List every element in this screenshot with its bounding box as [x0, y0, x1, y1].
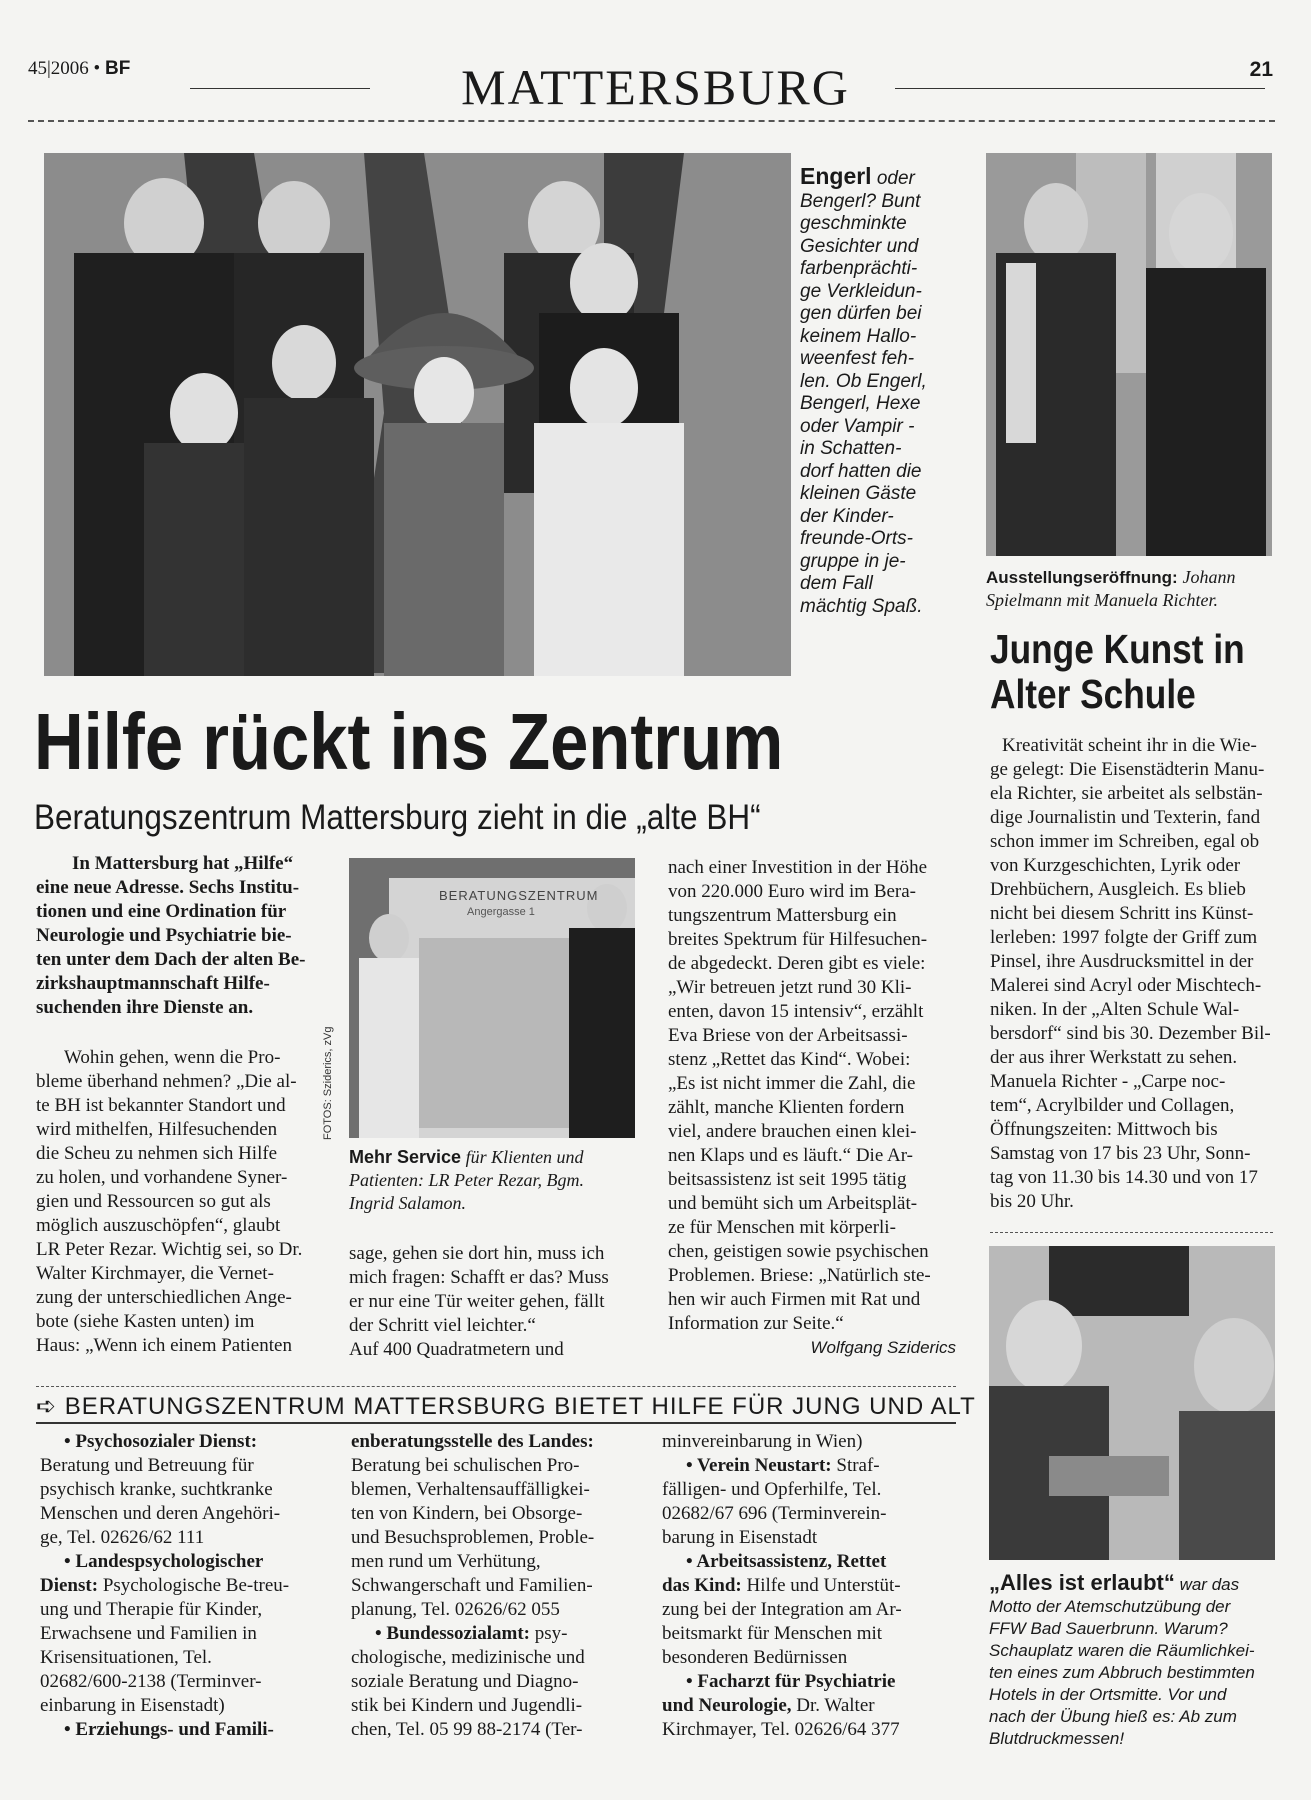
- info-box-text: stik bei Kindern und Jugendli-: [351, 1695, 583, 1716]
- info-box-text: blemen, Verhaltensauffälligkei-: [351, 1479, 590, 1500]
- text-line: FFW Bad Sauerbrunn. Warum?: [989, 1619, 1228, 1638]
- main-headline: Hilfe rückt ins Zentrum: [34, 697, 784, 786]
- text-line: tag von 11.30 bis 14.30 und von 17: [990, 1167, 1258, 1188]
- info-box-line: [351, 1598, 637, 1622]
- text-line: nicht bei diesem Schritt ins Künst-: [990, 903, 1254, 924]
- text-line: „Wir betreuen jetzt rund 30 Kli-: [668, 977, 912, 998]
- text-line: nach einer Investition in der Höhe: [668, 857, 928, 878]
- info-box-text: einbarung in Eisenstadt): [40, 1695, 225, 1716]
- info-box-text: fälligen- und Opferhilfe, Tel.: [662, 1479, 882, 1500]
- text-line: weenfest feh-: [800, 348, 915, 369]
- text-line: sage, gehen sie dort hin, muss ich: [349, 1243, 605, 1264]
- text-line: Neurologie und Psychiatrie bie-: [36, 925, 292, 946]
- info-box-bold: • Erziehungs- und Famili-: [64, 1719, 274, 1740]
- info-box-line: [351, 1502, 637, 1526]
- text-line: ten unter dem Dach der alten Be-: [36, 949, 306, 970]
- text-line: dige Journalistin und Texterin, fand: [990, 807, 1261, 828]
- caption-text: Spielmann mit Manuela Richter.: [986, 590, 1218, 610]
- info-box-text: 02682/67 696 (Terminverein-: [662, 1503, 887, 1524]
- text-line: schon immer im Schreiben, egal ob: [990, 831, 1260, 852]
- header-rule-right: [895, 88, 1265, 89]
- info-box-line: [40, 1478, 322, 1502]
- text-line: Walter Kirchmayer, die Vernet-: [36, 1263, 274, 1284]
- info-box-text: Erwachsene und Familien in: [40, 1623, 257, 1644]
- info-box-column-1: [40, 1430, 322, 1742]
- info-box-title: [36, 1392, 976, 1421]
- info-box-text: besonderen Bedürnissen: [662, 1647, 848, 1668]
- text-line: geschminkte: [800, 213, 907, 234]
- main-column-3: [668, 856, 956, 1360]
- main-column-1: [36, 852, 321, 1358]
- text-line: ten eines zum Abbruch bestimmten: [989, 1663, 1255, 1682]
- text-line: bleme überhand nehmen? „Die al-: [36, 1071, 297, 1092]
- text-line: nach der Übung hieß es: Ab zum: [989, 1707, 1237, 1726]
- info-box-line: [40, 1646, 322, 1670]
- info-box-text: soziale Beratung und Diagno-: [351, 1671, 579, 1692]
- caption-text: war das: [1179, 1575, 1240, 1594]
- text-line: keinem Hallo-: [800, 325, 917, 347]
- text-line: wird mithelfen, Hilfesuchenden: [36, 1119, 278, 1140]
- info-box-bold: • Verein Neustart:: [686, 1455, 832, 1476]
- info-box-text: Schwangerschaft und Familien-: [351, 1575, 593, 1596]
- info-box-line: [40, 1574, 322, 1598]
- header-dashed-divider: [28, 120, 1275, 122]
- info-box-line: [351, 1718, 637, 1742]
- info-box-line: [351, 1526, 637, 1550]
- caption-text: Johann: [1182, 567, 1236, 587]
- text-line: Motto der Atemschutzübung der: [989, 1597, 1231, 1616]
- text-line: Bengerl? Bunt: [800, 190, 921, 212]
- text-line: tungszentrum Mattersburg ein: [668, 905, 897, 926]
- info-box-text: Krisensituationen, Tel.: [40, 1647, 212, 1668]
- lead-paragraph: [36, 852, 321, 1020]
- info-box-line: [40, 1502, 322, 1526]
- fire-drill-photo-art: [989, 1246, 1275, 1560]
- info-box-bold: das Kind:: [662, 1575, 742, 1596]
- side-dashed-divider: [990, 1232, 1273, 1233]
- text-line: Malerei sind Acryl oder Mischtech-: [990, 975, 1262, 996]
- text-line: zu holen, und vorhandene Syner-: [36, 1167, 288, 1188]
- text-line: farbenprächti-: [800, 258, 918, 279]
- box-top-divider: [36, 1386, 956, 1387]
- sign-text: BERATUNGSZENTRUM: [439, 888, 599, 903]
- text-line: zählt, manche Klienten fordern: [668, 1097, 905, 1118]
- side-headline: [990, 627, 1245, 717]
- info-box-line: [40, 1694, 322, 1718]
- text-line: von 220.000 Euro wird im Bera-: [668, 881, 917, 902]
- info-box-text: ten von Kindern, bei Obsorge-: [351, 1503, 583, 1524]
- caption-text: Ingrid Salamon.: [349, 1193, 466, 1213]
- text-line: zung der unterschiedlichen Ange-: [36, 1287, 292, 1308]
- sign-address: Angergasse 1: [467, 906, 535, 918]
- info-box-line: [351, 1454, 637, 1478]
- info-box-line: [351, 1694, 637, 1718]
- info-box-text: barung in Eisenstadt: [662, 1527, 818, 1548]
- info-box-title-text: BERATUNGSZENTRUM MATTERSBURG BIETET HILFE FÜR JUNG UND ALT: [64, 1393, 976, 1420]
- info-box-bold: Dienst:: [40, 1575, 99, 1596]
- text-line: te BH ist bekannter Standort und: [36, 1095, 286, 1116]
- info-box-line: [40, 1718, 322, 1742]
- side-headline-line: Junge Kunst in: [990, 626, 1245, 672]
- text-line: ela Richter, sie arbeitet als selbstän-: [990, 783, 1263, 804]
- info-box-text: psychisch kranke, suchtkranke: [40, 1479, 273, 1500]
- text-line: der Kinder-: [800, 505, 894, 527]
- text-line: suchenden ihre Dienste an.: [36, 997, 254, 1018]
- text-line: Manuela Richter - „Carpe noc-: [990, 1071, 1226, 1092]
- info-box-text: psy-: [529, 1623, 568, 1644]
- text-line: chen, geistigen sowie psychischen: [668, 1241, 929, 1262]
- info-box-bold: • Facharzt für Psychiatrie: [686, 1671, 896, 1692]
- text-line: nen Klaps und es läuft.“ Die Ar-: [668, 1145, 913, 1166]
- side-paragraph-2: [990, 1070, 1273, 1214]
- text-line: tionen und eine Ordination für: [36, 901, 287, 922]
- info-box-line: [662, 1670, 954, 1694]
- text-line: gen dürfen bei: [800, 303, 922, 324]
- author-byline: Wolfgang Sziderics: [810, 1338, 956, 1357]
- text-line: der aus ihrer Werkstatt zu sehen.: [990, 1047, 1238, 1068]
- box-title-rule: [36, 1422, 956, 1424]
- text-line: Eva Briese von der Arbeitsassi-: [668, 1025, 908, 1046]
- exhibition-photo-art: [986, 153, 1272, 556]
- info-box-bold: • Arbeitsassistenz, Rettet: [686, 1551, 887, 1572]
- side-article-body: [990, 734, 1273, 1214]
- info-box-line: [351, 1670, 637, 1694]
- info-box-line: [351, 1622, 637, 1646]
- info-box-line: [40, 1622, 322, 1646]
- text-line: mich fragen: Schafft er das? Muss: [349, 1267, 609, 1288]
- text-line: bis 20 Uhr.: [990, 1191, 1074, 1212]
- text-line: Blutdruckmessen!: [989, 1729, 1125, 1748]
- caption-bold: Ausstellungseröffnung:: [986, 568, 1178, 587]
- fire-drill-photo: [989, 1246, 1275, 1560]
- text-line: kleinen Gäste: [800, 483, 917, 504]
- info-box-line: [662, 1454, 954, 1478]
- info-box-line: [351, 1478, 637, 1502]
- page-number: 21: [1249, 58, 1273, 81]
- halloween-group-photo: [44, 153, 791, 676]
- info-box-line: [662, 1502, 954, 1526]
- info-box-line: [351, 1646, 637, 1670]
- info-box-line: [662, 1478, 954, 1502]
- text-line: ge Verkleidun-: [800, 280, 922, 302]
- caption-bold: „Alles ist erlaubt“: [989, 1570, 1175, 1595]
- info-box-line: [40, 1454, 322, 1478]
- info-box-text: Kirchmayer, Tel. 02626/64 377: [662, 1719, 900, 1740]
- info-box-text: Menschen und deren Angehöri-: [40, 1503, 281, 1524]
- info-box-text: Dr. Walter: [791, 1695, 875, 1716]
- text-line: tem“, Acrylbilder und Collagen,: [990, 1095, 1235, 1116]
- paper-name: BF: [104, 58, 131, 79]
- info-box-line: [662, 1550, 954, 1574]
- info-box-line: [40, 1526, 322, 1550]
- info-box-bold: enberatungsstelle des Landes:: [351, 1431, 594, 1452]
- text-line: die Scheu zu nehmen sich Hilfe: [36, 1143, 278, 1164]
- text-line: de abgedeckt. Deren gibt es viele:: [668, 953, 926, 974]
- text-line: Kreativität scheint ihr in die Wie-: [1002, 735, 1257, 756]
- info-box-column-3: [662, 1430, 954, 1742]
- info-box-line: [351, 1574, 637, 1598]
- text-line: oder Vampir -: [800, 415, 915, 437]
- text-line: freunde-Orts-: [800, 528, 913, 549]
- photo-credit: FOTOS: Sziderics, zVg: [322, 1026, 334, 1140]
- text-line: mächtig Spaß.: [800, 595, 923, 617]
- text-line: Samstag von 17 bis 23 Uhr, Sonn-: [990, 1143, 1251, 1164]
- text-line: hen wir auch Firmen mit Rat und: [668, 1289, 921, 1310]
- exhibition-opening-photo: [986, 153, 1272, 556]
- info-box-text: minvereinbarung in Wien): [662, 1431, 863, 1452]
- text-line: gruppe in je-: [800, 550, 906, 572]
- info-box-line: [662, 1718, 954, 1742]
- text-line: Gesichter und: [800, 235, 919, 257]
- body-paragraph: [349, 1242, 635, 1362]
- info-box-text: ung und Therapie für Kinder,: [40, 1599, 263, 1620]
- info-box-line: [662, 1598, 954, 1622]
- text-line: lerleben: 1997 folgte der Griff zum: [990, 927, 1258, 948]
- text-line: gien und Ressourcen so gut als: [36, 1191, 271, 1212]
- info-box-line: [40, 1598, 322, 1622]
- exhibition-photo-caption: [986, 566, 1286, 612]
- info-box-text: und Besuchsproblemen, Proble-: [351, 1527, 595, 1548]
- text-line: dem Fall: [800, 573, 873, 594]
- info-box-line: [662, 1622, 954, 1646]
- info-box-line: [40, 1430, 322, 1454]
- text-line: Drehbüchern, Ausgleich. Es blieb: [990, 879, 1246, 900]
- info-box-text: men rund um Verhütung,: [351, 1551, 541, 1572]
- info-box-bold: • Psychosozialer Dienst:: [64, 1431, 258, 1452]
- text-line: Pinsel, ihre Ausdrucksmittel in der: [990, 951, 1254, 972]
- info-box-bold: und Neurologie,: [662, 1695, 792, 1716]
- text-line: viel, andere brauchen einen klei-: [668, 1121, 917, 1142]
- beratungszentrum-photo-caption: [349, 1146, 649, 1215]
- caption-text: Patienten: LR Peter Rezar, Bgm.: [349, 1170, 584, 1190]
- text-line: ze für Menschen mit körperli-: [668, 1217, 896, 1238]
- issue-number: 45|2006 • BF: [28, 58, 131, 79]
- info-box-text: planung, Tel. 02626/62 055: [351, 1599, 560, 1620]
- text-line: bote (siehe Kasten unten) im: [36, 1311, 255, 1332]
- beratungszentrum-photo: [349, 858, 635, 1138]
- text-line: dorf hatten die: [800, 460, 922, 482]
- text-line: zirkshauptmannschaft Hilfe-: [36, 973, 270, 994]
- info-box-text: chen, Tel. 05 99 88-2174 (Ter-: [351, 1719, 583, 1740]
- info-box-line: [351, 1430, 637, 1454]
- text-line: bersdorf“ sind bis 30. Dezember Bil-: [990, 1023, 1271, 1044]
- info-box-line: [662, 1526, 954, 1550]
- body-paragraph: [36, 1046, 321, 1358]
- info-box-text: Hilfe und Unterstüt-: [741, 1575, 901, 1596]
- side-paragraph-1: [990, 734, 1273, 1070]
- text-line: Schauplatz waren die Räumlichkei-: [989, 1641, 1255, 1660]
- caption-bold-word: Engerl: [800, 163, 872, 189]
- text-line: breites Spektrum für Hilfesuchen-: [668, 929, 928, 950]
- text-line: Haus: „Wenn ich einem Patienten: [36, 1335, 292, 1356]
- text-line: der Schritt viel leichter.“: [349, 1315, 536, 1336]
- body-paragraph: [668, 856, 956, 1336]
- section-title: MATTERSBURG: [461, 59, 850, 115]
- text-line: len. Ob Engerl,: [800, 370, 927, 392]
- arrow-icon: ➪: [36, 1393, 58, 1420]
- text-line: Bengerl, Hexe: [800, 393, 921, 414]
- text-line: ge gelegt: Die Eisenstädterin Manu-: [990, 759, 1265, 780]
- text-line: Problemen. Briese: „Natürlich ste-: [668, 1265, 931, 1286]
- side-headline-line: Alter Schule: [990, 671, 1196, 717]
- info-box-text: Beratung bei schulischen Pro-: [351, 1455, 580, 1476]
- text-line: enten, davon 15 intensiv“, erzählt: [668, 1001, 924, 1022]
- info-box-line: [351, 1550, 637, 1574]
- info-box-line: [40, 1550, 322, 1574]
- main-subheadline: Beratungszentrum Mattersburg zieht in die „alte BH“: [34, 798, 761, 837]
- info-box-line: [662, 1694, 954, 1718]
- info-box-line: [662, 1646, 954, 1670]
- info-box-text: Beratung und Betreuung für: [40, 1455, 254, 1476]
- text-line: stenz „Rettet das Kind“. Wobei:: [668, 1049, 911, 1070]
- text-line: niken. In der „Alten Schule Wal-: [990, 999, 1240, 1020]
- info-box-line: [40, 1670, 322, 1694]
- text-line: in Schatten-: [800, 438, 902, 459]
- info-box-text: ge, Tel. 02626/62 111: [40, 1527, 205, 1548]
- info-box-bold: • Bundessozialamt:: [375, 1623, 530, 1644]
- info-box-line: [662, 1430, 954, 1454]
- caption-bold: Mehr Service: [349, 1147, 462, 1167]
- info-box-text: Straf-: [831, 1455, 880, 1476]
- info-box-bold: • Landespsychologischer: [64, 1551, 264, 1572]
- info-box-text: zung bei der Integration am Ar-: [662, 1599, 902, 1620]
- text-line: „Es ist nicht immer die Zahl, die: [668, 1073, 916, 1094]
- text-line: Öffnungszeiten: Mittwoch bis: [990, 1119, 1218, 1140]
- text-line: beitsassistenz ist seit 1995 tätig: [668, 1169, 907, 1190]
- text-line: Wohin gehen, wenn die Pro-: [64, 1047, 281, 1068]
- info-box-column-2: [351, 1430, 637, 1742]
- text-line: von Kurzgeschichten, Lyrik oder: [990, 855, 1241, 876]
- text-line: Information zur Seite.“: [668, 1313, 844, 1334]
- text-line: In Mattersburg hat „Hilfe“: [72, 853, 294, 874]
- info-box-text: beitsmarkt für Menschen mit: [662, 1623, 883, 1644]
- text-line: möglich auszuschöpfen“, glaubt: [36, 1215, 281, 1236]
- caption-line: oder: [876, 168, 915, 189]
- caption-text: für Klienten und: [465, 1147, 584, 1167]
- info-box-text: Psychologische Be-treu-: [98, 1575, 290, 1596]
- text-line: er nur eine Tür weiter gehen, fällt: [349, 1291, 605, 1312]
- main-column-2: [349, 1242, 635, 1362]
- text-line: eine neue Adresse. Sechs Institu-: [36, 877, 300, 898]
- fire-drill-caption: [989, 1572, 1279, 1750]
- text-line: und bemüht sich um Arbeitsplät-: [668, 1193, 918, 1214]
- halloween-photo-caption: [800, 165, 950, 618]
- halloween-photo-art: [44, 153, 791, 676]
- text-line: Hotels in der Ortsmitte. Vor und: [989, 1685, 1227, 1704]
- text-line: Auf 400 Quadratmetern und: [349, 1339, 564, 1360]
- info-box-text: 02682/600-2138 (Terminver-: [40, 1671, 262, 1692]
- info-box-line: [662, 1574, 954, 1598]
- text-line: LR Peter Rezar. Wichtig sei, so Dr.: [36, 1239, 303, 1260]
- info-box-text: chologische, medizinische und: [351, 1647, 585, 1668]
